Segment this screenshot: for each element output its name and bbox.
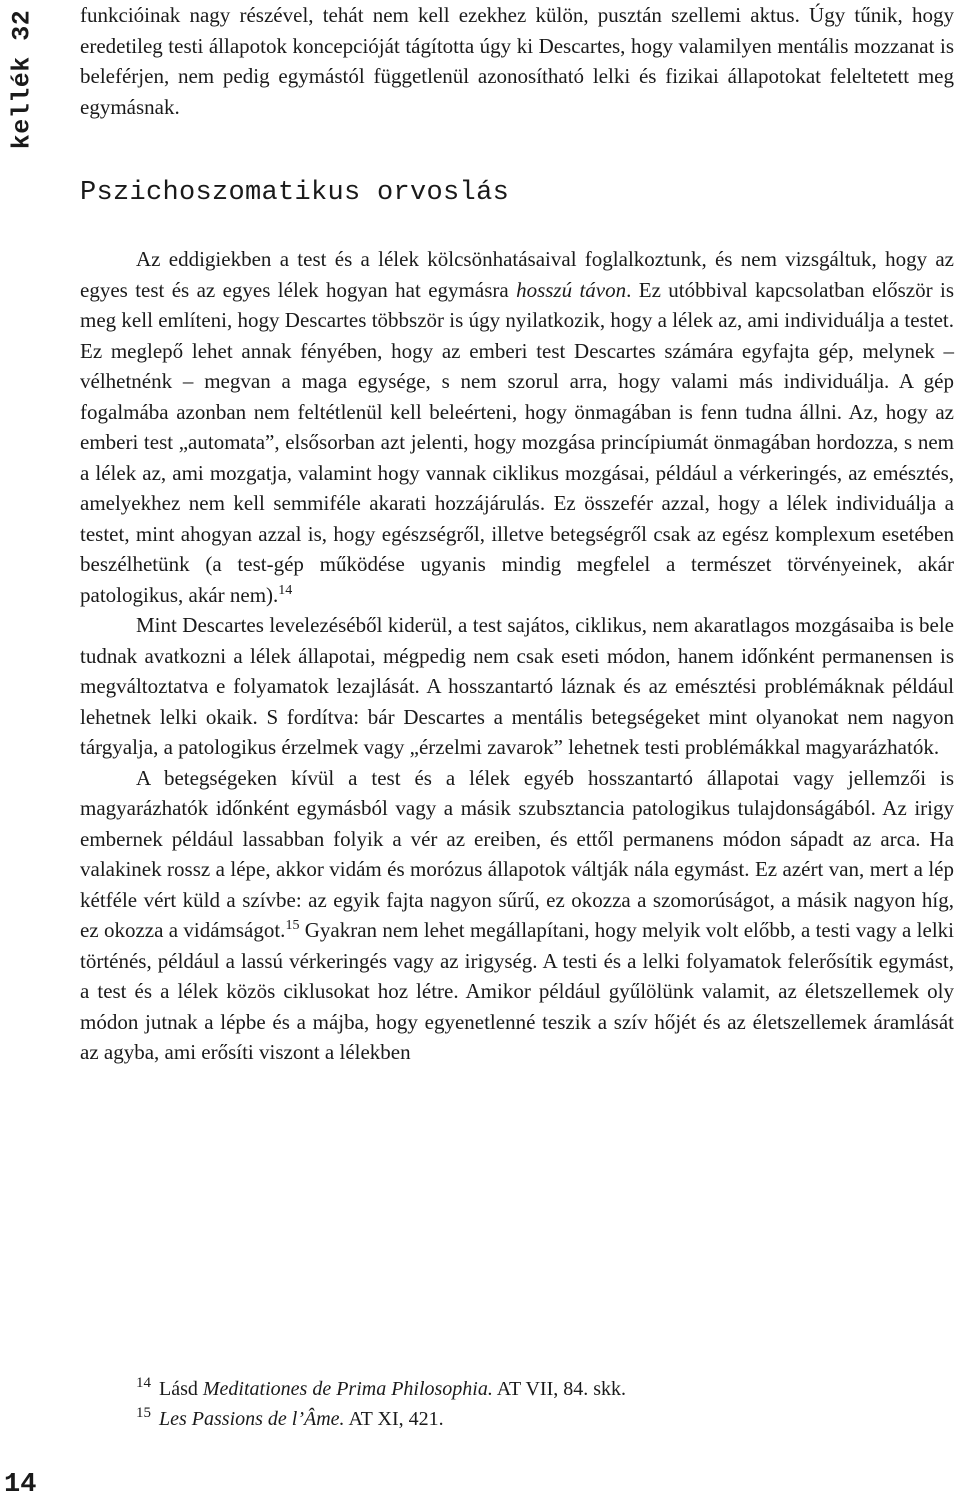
page-body: [80, 0, 954, 1068]
footnotes: [136, 1374, 936, 1434]
paragraph-1-text-a: Az eddigiekben a test és a lélek kölcsönhatásaival foglalkoztunk, és nem vizsgáltuk, hogy az egyes test és az egyes lélek hogyan hat egymásra: [80, 247, 954, 302]
section-heading: Pszichoszomatikus orvoslás: [80, 178, 510, 208]
footnote-ref-14[interactable]: 14: [278, 582, 293, 598]
footnote-title: Meditationes de Prima Philosophia.: [202, 1378, 493, 1400]
page-number: 14: [4, 1470, 37, 1500]
footnote-number: 14: [136, 1375, 151, 1392]
intro-paragraph: funkcióinak nagy részével, tehát nem kell ezekhez külön, pusztán szellemi aktus. Úgy tűnik, hogy eredetileg testi állapotok koncepcióját tágította úgy ki Descartes, hogy valamilyen mentális mozzanat is beleférjen, nem pedig egymástól függetlenül azonosítható lelki és fizikai állapotokat feleltetett meg egymásnak.: [80, 3, 954, 119]
journal-side-label-text: kellék 32: [7, 9, 37, 149]
footnote-reference: AT VII, 84. skk.: [492, 1378, 627, 1400]
paragraph-1-text-b: . Ez utóbbival kapcsolatban először is meg kell említeni, hogy Descartes többször is úgy nyilatkozik, hogy a lélek az, ami individuálja a testet. Ez meglepő lehet annak fényében, hogy az emberi test Descartes számára egyfajta gép, melynek – vélhetnénk – megvan a maga egysége, s nem szorul arra, hogy valami más individuálja. A gép fogalmába azonban nem feltétlenül kell beleérteni, hogy önmagában is fenn tudna állni. Az, hogy az emberi test „automata”, elsősorban azt jelenti, hogy mozgása princípiumát önmagában hordozza, s nem a lélek az, ami mozgatja, valamint hogy vannak ciklikus mozgásai, például a vérkeringés, az emésztés, amelyekhez nem kell semmiféle akarati hozzájárulás. Ez összefér azzal, hogy a lélek individuálja a testet, mint ahogyan azzal is, hogy egészségről, illetve betegségről csak az egész komplexum esetében beszélhetünk (a test-gép működése ugyanis mindig megfelel a természet törvényeinek, akár patologikus, akár nem).: [80, 277, 954, 607]
journal-side-label: [4, 4, 40, 154]
paragraph-3-text-b: Gyakran nem lehet megállapítani, hogy melyik volt előbb, a testi vagy a lelki történés, például a lassú vérkeringés vagy az irigység. A testi és a lelki folyamatok felerősítik egymást, a test és a lélek közös ciklusokat hoz létre. Amikor például gyűlölünk valamit, az életszellemek oly módon jutnak a lépbe és a májba, hogy egyenetlenné teszik a szív hőjét és az életszellemek áramlását az agyba, ami erősíti viszont a lélekben: [80, 918, 954, 1064]
footnote-reference: AT XI, 421.: [344, 1408, 444, 1430]
footnote-title: Les Passions de l’Âme.: [159, 1408, 345, 1430]
body-paragraph-3: [80, 763, 954, 1068]
footnote-text: Lásd: [159, 1378, 203, 1400]
paragraph-1-emphasis: hosszú távon: [516, 277, 627, 302]
footnote-15: [136, 1404, 936, 1434]
footnote-number: 15: [136, 1405, 151, 1422]
body-paragraph-1: [80, 244, 954, 610]
footnote-ref-15[interactable]: 15: [285, 918, 300, 933]
body-paragraph-2: Mint Descartes levelezéséből kiderül, a test sajátos, ciklikus, nem akaratlagos mozgásaiba is bele tudnak avatkozni a lélek állapotai, mégpedig nem csak eseti módon, hanem időnként permanensen is megváltoztatva e folyamatok lezajlását. A hosszantartó láznak és az emésztési problémáknak például lehetnek lelki okaik. S fordítva: bár Descartes a mentális betegségeket mint olyanokat nem nagyon tárgyalja, a patologikus érzelmek vagy „érzelmi zavarok” lehetnek testi problémákkal magyarázhatók.: [80, 613, 954, 759]
paragraph-3-text-a: A betegségeken kívül a test és a lélek egyéb hosszantartó állapotai vagy jellemzői is magyarázhatók időnként egymásból vagy a másik szubsztancia patologikus tulajdonságából. Az irigy embernek például lassabban folyik a vér az ereiben, és ettől permanens módon sápadt az arca. Ha valakinek rossz a lépe, akkor vidám és morózus állapotok váltják nála egymást. Ez azért van, mert a lép kétféle vért küld a szívbe: az egyik fajta nagyon sűrű, ez okozza a szomorúságot, a másik nagyon híg, ez okozza a vidámságot.: [80, 765, 954, 942]
footnote-14: [136, 1374, 936, 1404]
